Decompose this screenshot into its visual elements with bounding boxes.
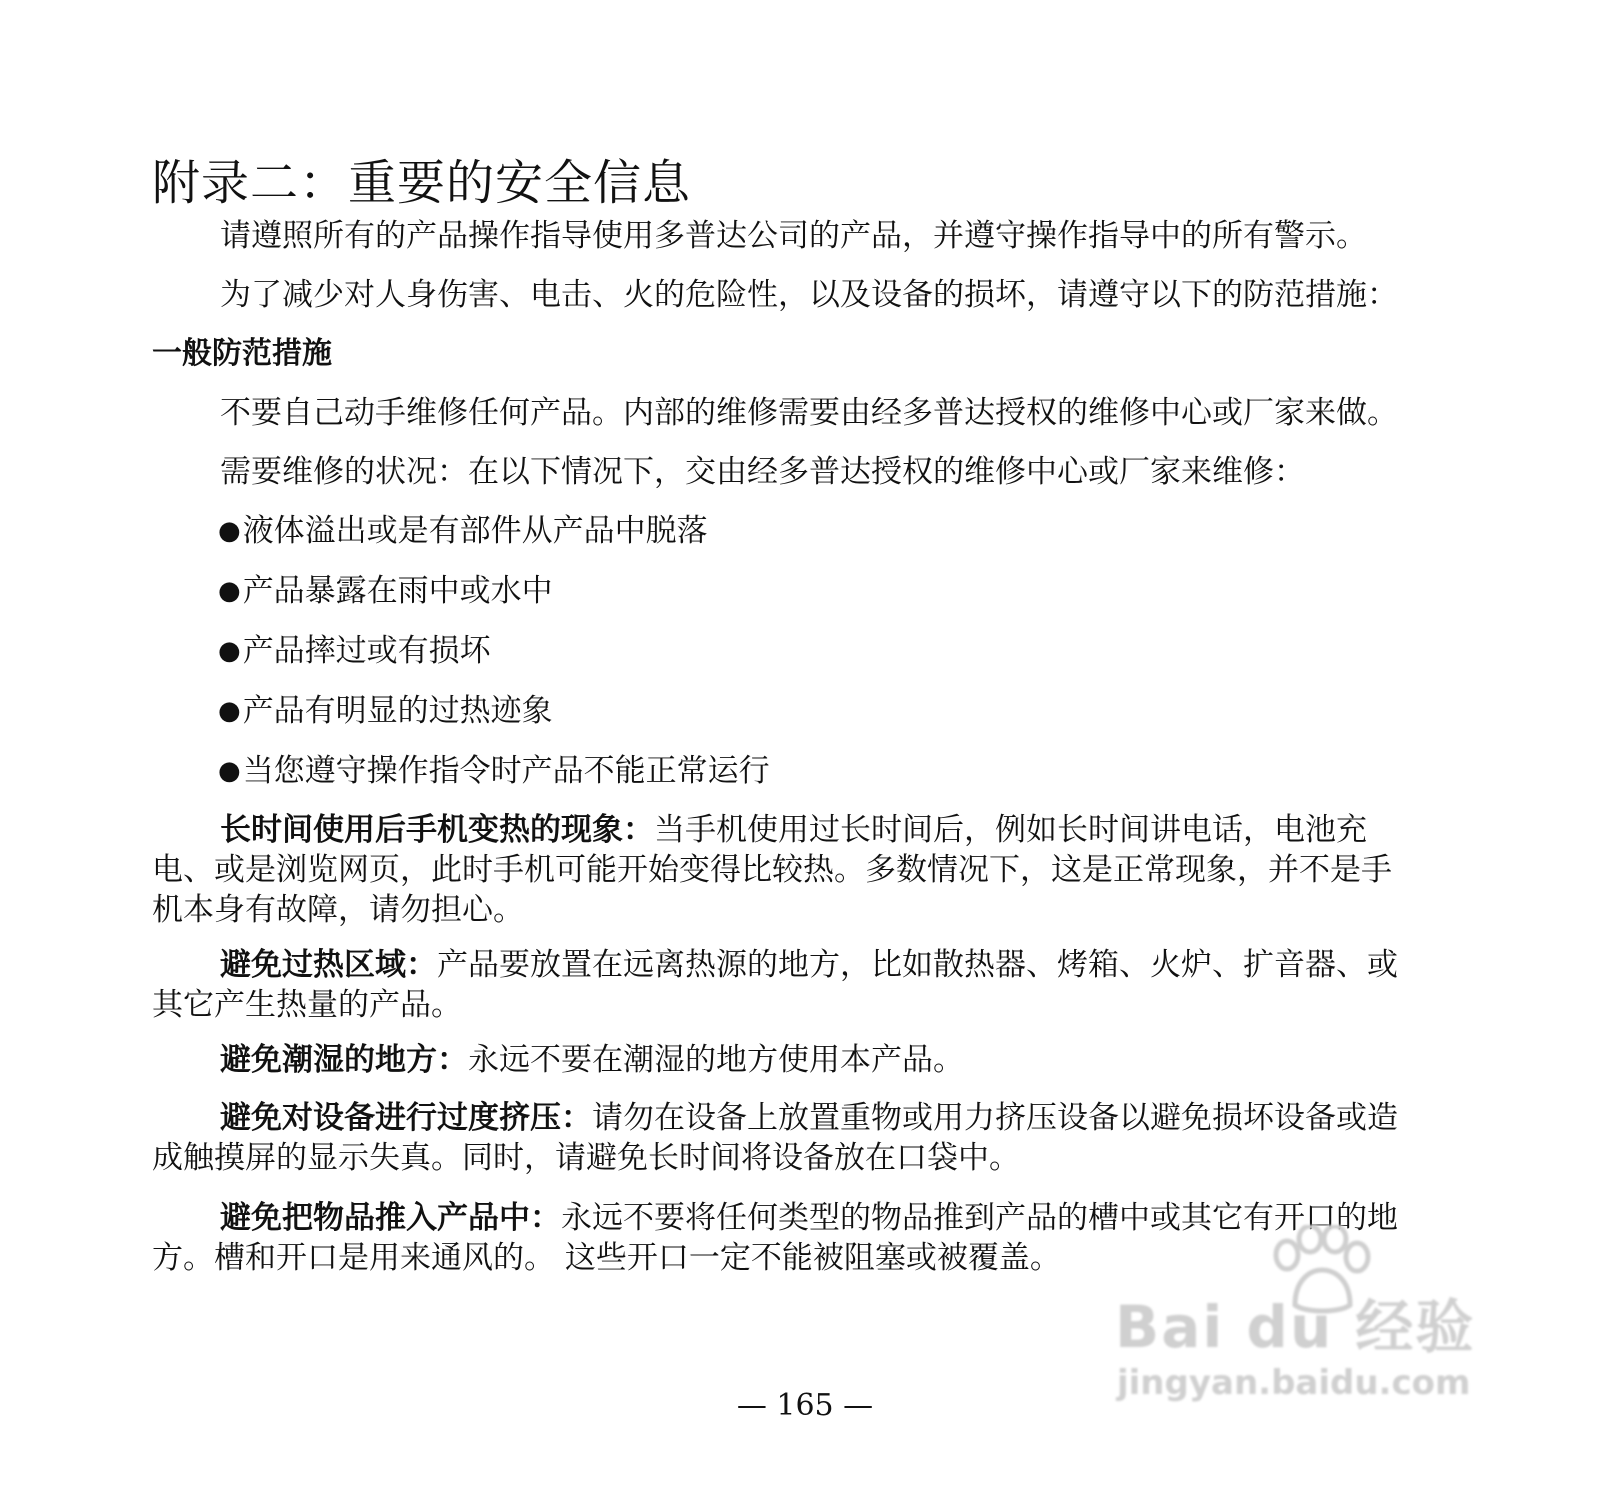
- bullet-icon: ●: [218, 696, 241, 726]
- bullet-item: [218, 752, 770, 790]
- bullet-text: 当您遵守操作指令时产品不能正常运行: [242, 753, 770, 789]
- item-label: 避免潮湿的地方：: [220, 1042, 468, 1078]
- intro-line-2: 为了减少对人身伤害、电击、火的危险性，以及设备的损坏，请遵守以下的防范措施：: [220, 277, 1398, 313]
- page-number: — 165 —: [736, 1388, 874, 1423]
- item-label: 避免过热区域：: [220, 947, 437, 983]
- general-line-1: 不要自己动手维修任何产品。内部的维修需要由经多普达授权的维修中心或厂家来做。: [220, 395, 1398, 431]
- item-label: 避免对设备进行过度挤压：: [220, 1100, 592, 1136]
- bullet-item: [218, 692, 553, 730]
- bullet-item: [218, 512, 708, 550]
- item-text: 当手机使用过长时间后，例如长时间讲电话，电池充电、或是浏览网页，此时手机可能开始变得比较热。多数情况下，这是正常现象，并不是手机本身有故障，请勿担心。: [152, 812, 1392, 928]
- item-label: 长时间使用后手机变热的现象：: [220, 812, 654, 848]
- item-heat-phenomenon: [152, 810, 1412, 930]
- bullet-text: 产品暴露在雨中或水中: [242, 573, 553, 609]
- bullet-icon: ●: [218, 756, 241, 786]
- item-label: 避免把物品推入产品中：: [220, 1200, 561, 1236]
- bullet-text: 液体溢出或是有部件从产品中脱落: [242, 513, 708, 549]
- bullet-icon: ●: [218, 516, 241, 546]
- item-avoid-heat: [152, 945, 1412, 1025]
- bullet-text: 产品摔过或有损坏: [242, 633, 491, 669]
- baidu-watermark: [1115, 1225, 1515, 1425]
- bullet-item: [218, 632, 491, 670]
- section-heading: 一般防范措施: [152, 336, 332, 371]
- item-text: 永远不要将任何类型的物品推到产品的槽中或其它有开口的地方。槽和开口是用来通风的。 这些开口一定不能被阻塞或被覆盖。: [152, 1200, 1398, 1276]
- bullet-icon: ●: [218, 636, 241, 666]
- bullet-text: 产品有明显的过热迹象: [242, 693, 553, 729]
- watermark-url: jingyan.baidu.com: [1117, 1363, 1471, 1403]
- intro-line-1: 请遵照所有的产品操作指导使用多普达公司的产品，并遵守操作指导中的所有警示。: [220, 218, 1367, 254]
- general-line-2: 需要维修的状况：在以下情况下，交由经多普达授权的维修中心或厂家来维修：: [220, 454, 1305, 490]
- item-avoid-pressure: [152, 1098, 1412, 1178]
- item-text: 永远不要在潮湿的地方使用本产品。: [468, 1042, 964, 1078]
- item-text: 产品要放置在远离热源的地方，比如散热器、烤箱、火炉、扩音器、或其它产生热量的产品。: [152, 947, 1398, 1023]
- bullet-item: [218, 572, 553, 610]
- page-title: 附录二：重要的安全信息: [152, 155, 692, 211]
- watermark-brand: Bai du 经验: [1115, 1293, 1476, 1361]
- bullet-icon: ●: [218, 576, 241, 606]
- item-text: 请勿在设备上放置重物或用力挤压设备以避免损坏设备或造成触摸屏的显示失真。同时，请避免长时间将设备放在口袋中。: [152, 1100, 1398, 1176]
- item-avoid-humidity: [152, 1040, 1412, 1080]
